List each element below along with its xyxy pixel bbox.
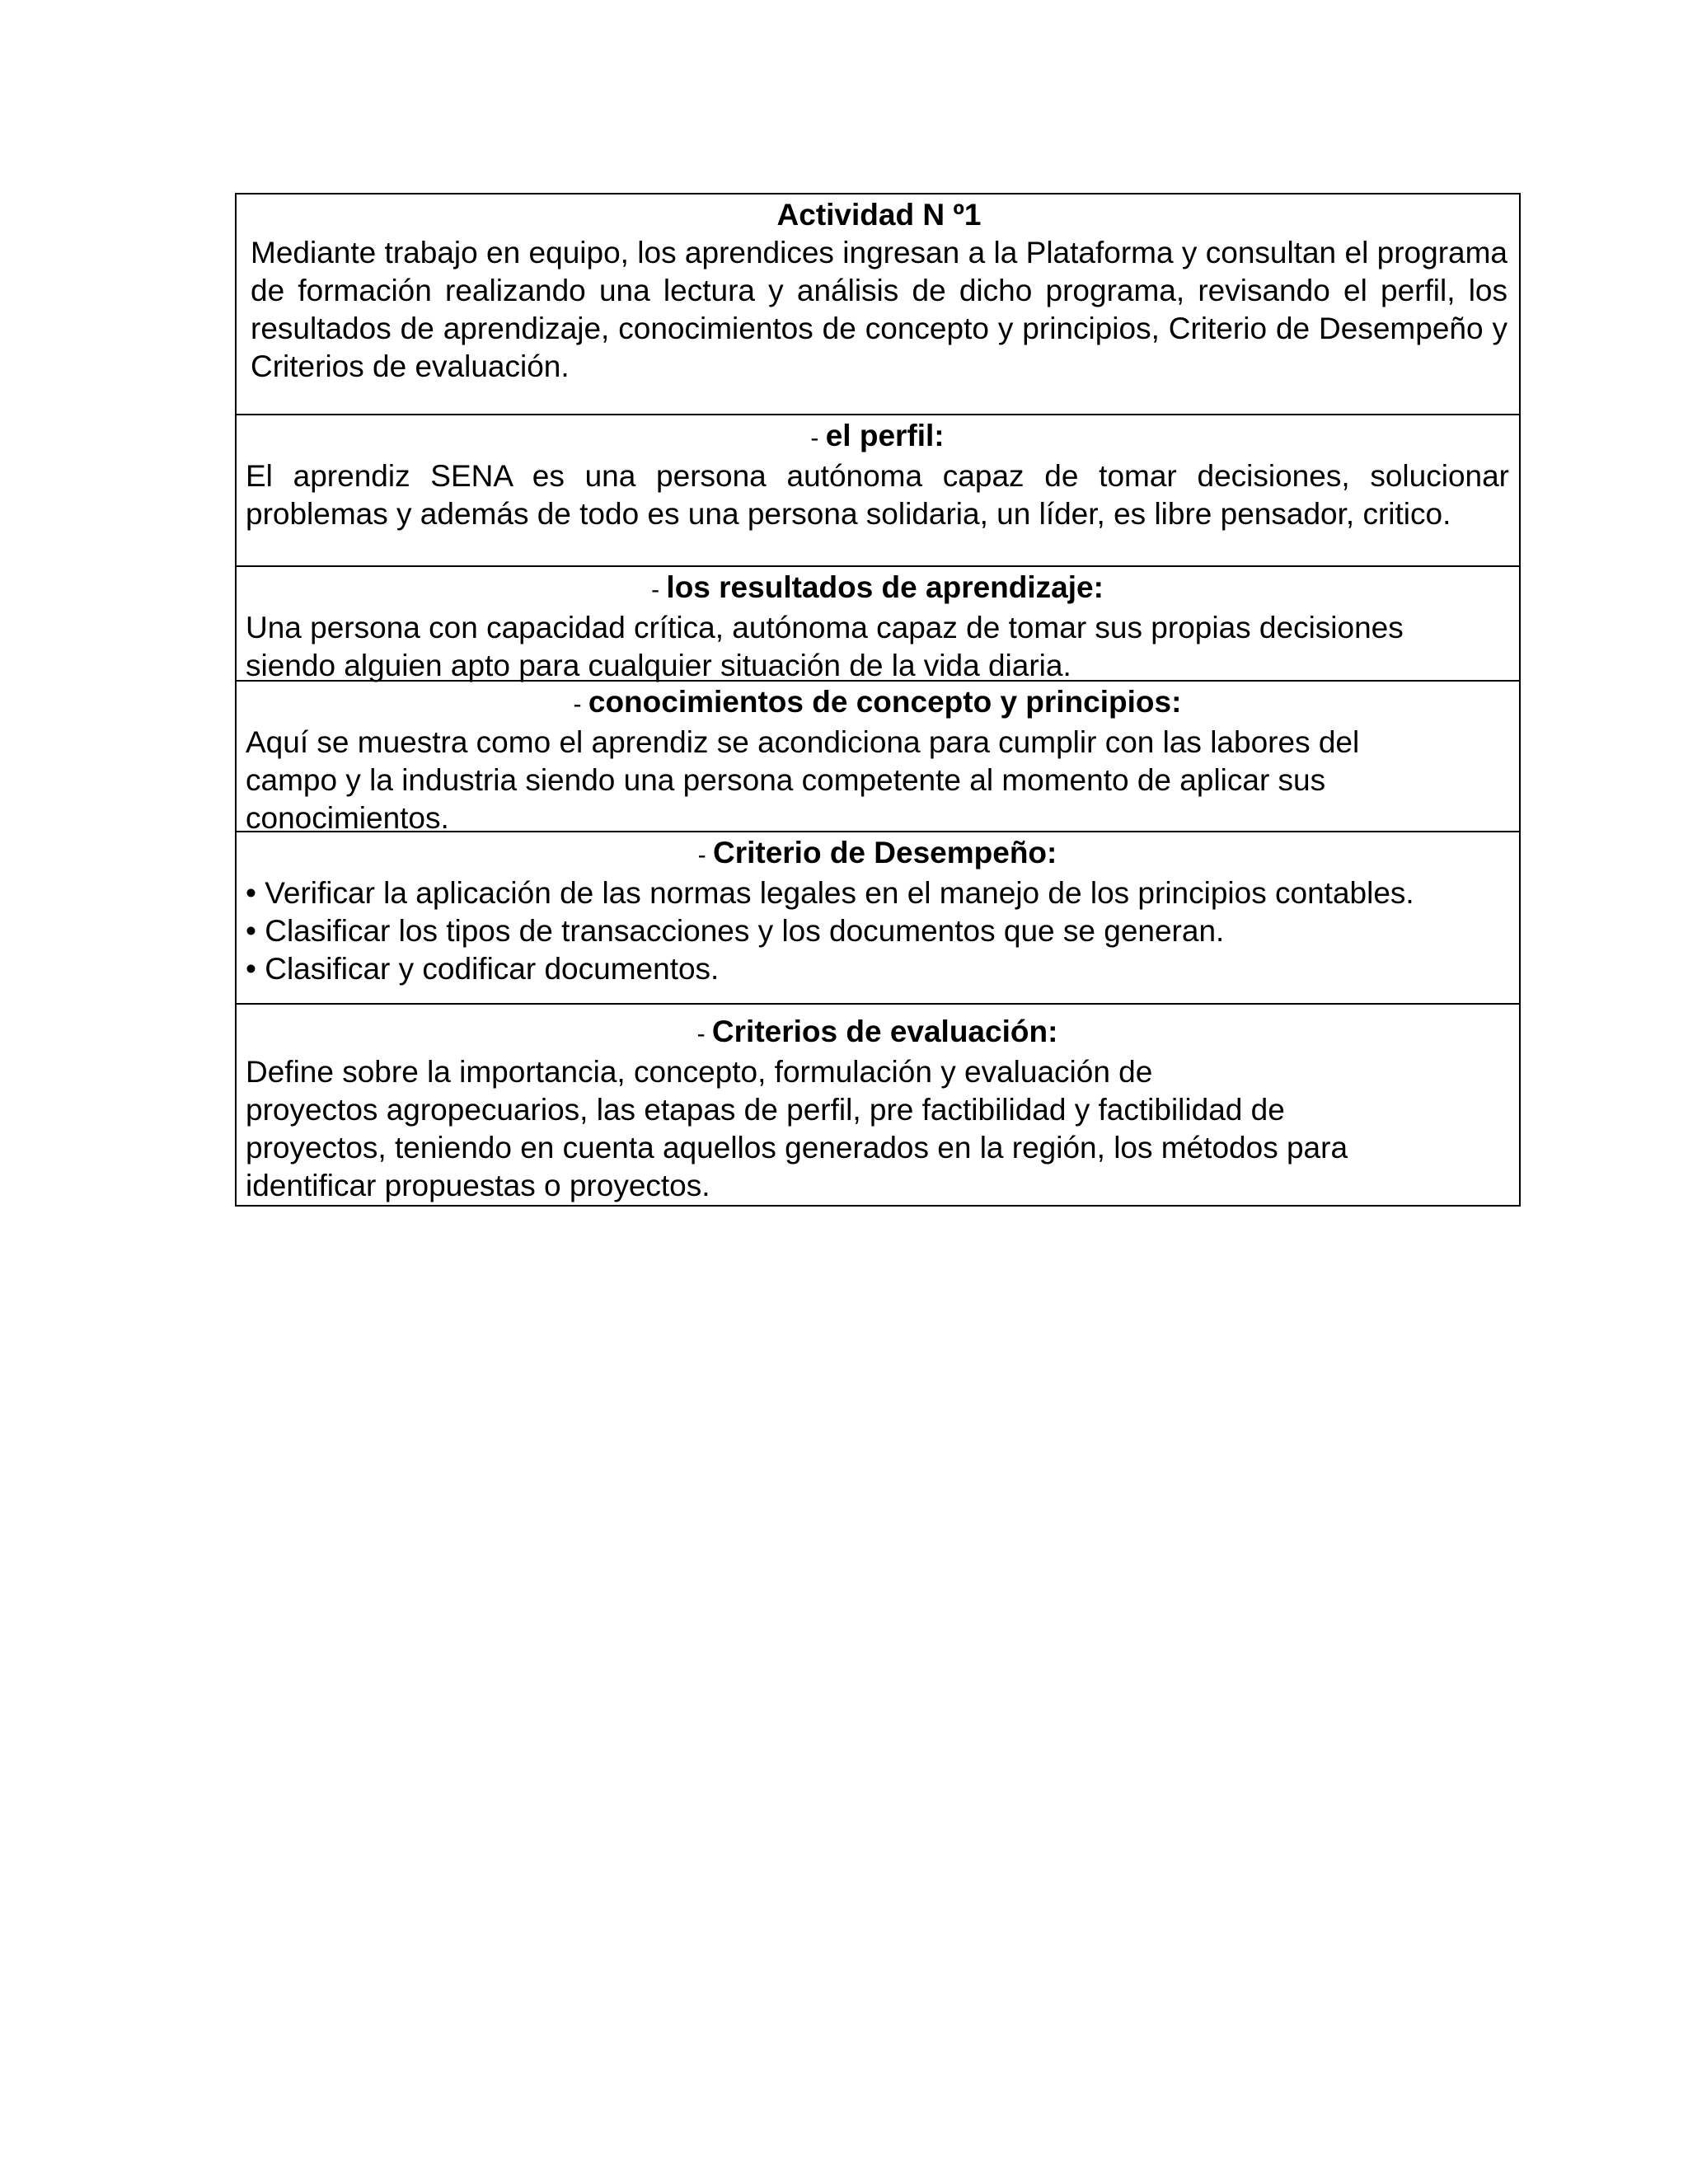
perfil-description: El aprendiz SENA es una persona autónoma capaz de tomar decisiones, solucionar problemas y además de todo es una persona solidaria, un líder, es libre pensador, critico.: [246, 459, 1509, 531]
evaluacion-line: identificar propuestas o proyectos.: [246, 1169, 710, 1202]
evaluacion-section: [237, 1003, 1519, 1205]
conocimientos-dash: -: [573, 691, 588, 718]
conocimientos-line: conocimientos.: [246, 801, 449, 835]
activity-description: Mediante trabajo en equipo, los aprendices ingresan a la Plataforma y consultan el programa de formación realizando una lectura y análisis de dicho programa, revisando el perfil, los resultados de aprendizaje, conocimientos de concepto y principios, Criterio de Desempeño y Criterios de evaluación.: [251, 236, 1507, 383]
perfil-section: [237, 414, 1519, 565]
conocimientos-title: conocimientos de concepto y principios:: [588, 685, 1182, 719]
desempeno-section: [237, 831, 1519, 1003]
resultados-line: Una persona con capacidad crítica, autónoma capaz de tomar sus propias decisiones: [246, 611, 1404, 644]
conocimientos-line: campo y la industria siendo una persona competente al momento de aplicar sus: [246, 763, 1326, 797]
evaluacion-line: proyectos agropecuarios, las etapas de perfil, pre factibilidad y factibilidad de: [246, 1093, 1285, 1127]
activity-table: [235, 193, 1521, 1207]
desempeno-dash: -: [697, 841, 713, 869]
desempeno-bullet: • Verificar la aplicación de las normas legales en el manejo de los principios contables.: [246, 876, 1414, 910]
evaluacion-line: Define sobre la importancia, concepto, formulación y evaluación de: [246, 1055, 1153, 1089]
evaluacion-heading: [246, 1005, 1509, 1053]
activity-title: Actividad N º1: [776, 198, 982, 232]
perfil-heading: [246, 415, 1509, 457]
conocimientos-line: Aquí se muestra como el aprendiz se acondiciona para cumplir con las labores del: [246, 725, 1360, 759]
perfil-dash: -: [810, 424, 826, 452]
conocimientos-section: [237, 680, 1519, 835]
evaluacion-dash: -: [696, 1020, 712, 1047]
desempeno-bullet: • Clasificar los tipos de transacciones y los documentos que se generan.: [246, 914, 1225, 948]
desempeno-title: Criterio de Desempeño:: [712, 836, 1057, 869]
perfil-title: el perfil:: [825, 419, 945, 452]
resultados-title: los resultados de aprendizaje:: [666, 570, 1104, 604]
resultados-line: siendo alguien apto para cualquier situación de la vida diaria.: [246, 649, 1071, 682]
resultados-section: [237, 565, 1519, 680]
resultados-heading: [246, 567, 1509, 609]
conocimientos-heading: [246, 682, 1509, 724]
activity-section: [237, 194, 1519, 414]
desempeno-bullet: • Clasificar y codificar documentos.: [246, 952, 720, 986]
desempeno-heading: [246, 832, 1509, 874]
evaluacion-line: proyectos, teniendo en cuenta aquellos generados en la región, los métodos para: [246, 1131, 1348, 1165]
resultados-dash: -: [651, 576, 667, 603]
evaluacion-title: Criterios de evaluación:: [711, 1015, 1058, 1048]
